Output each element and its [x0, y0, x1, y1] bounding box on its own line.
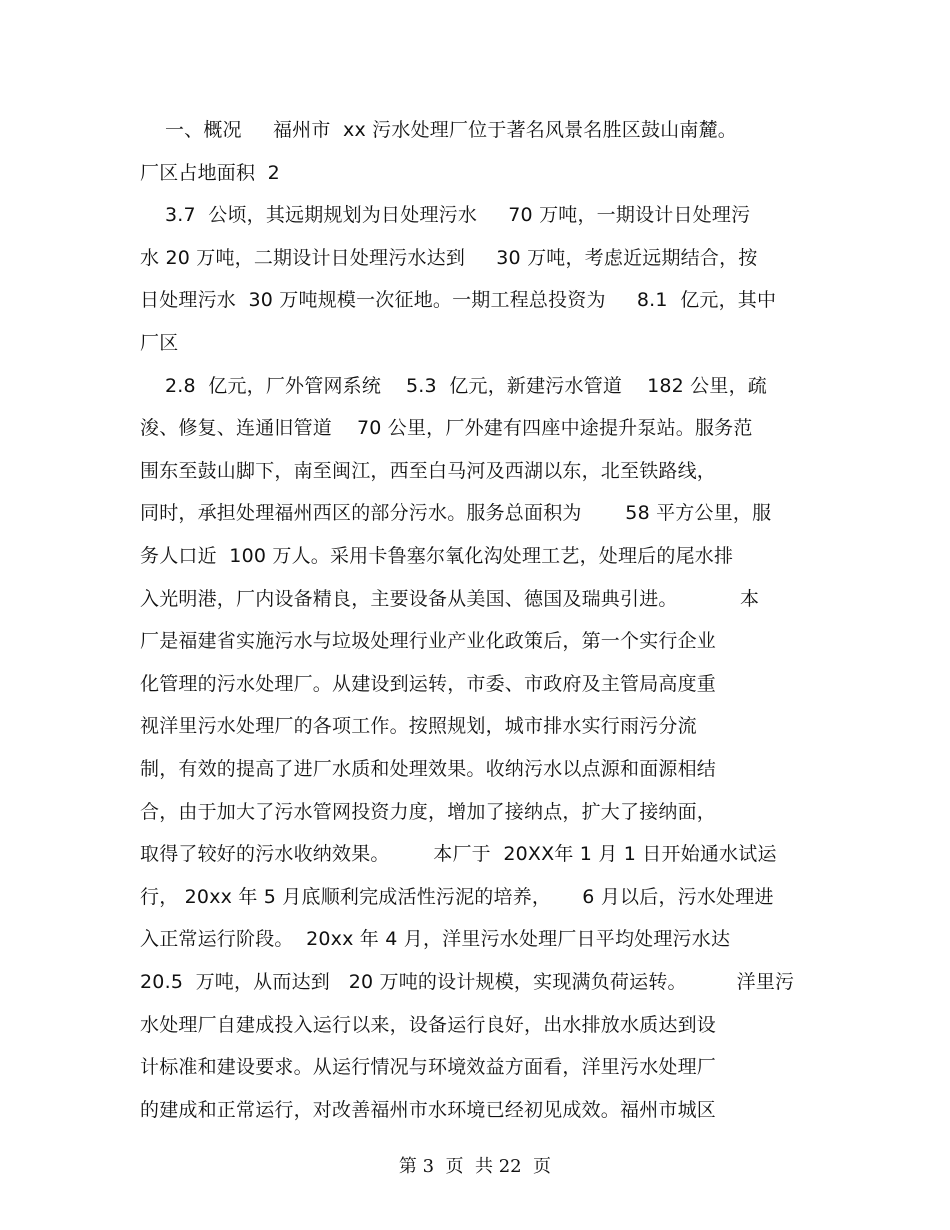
text-line: 厂区占地面积 2 — [140, 161, 280, 184]
text-line: 务人口近 100 万人。采用卡鲁塞尔氧化沟处理工艺，处理后的尾水排 — [140, 545, 734, 567]
text-line: 入光明港，厂内设备精良，主要设备从美国、德国及瑞典引进。 本 — [140, 587, 760, 610]
text-line: 视洋里污水处理厂的各项工作。按照规划，城市排水实行雨污分流 — [140, 715, 697, 738]
text-line: 合，由于加大了污水管网投资力度，增加了接纳点，扩大了接纳面， — [140, 800, 717, 823]
text-line: 化管理的污水处理厂。从建设到运转，市委、市政府及主管局高度重 — [140, 672, 717, 695]
text-line: 水处理厂自建成投入运行以来，设备运行良好，出水排放水质达到设 — [140, 1013, 717, 1036]
text-line: 3.7 公顷，其远期规划为日处理污水 70 万吨，一期设计日处理污 — [140, 204, 751, 227]
text-line: 2.8 亿元，厂外管网系统 5.3 亿元，新建污水管道 182 公里，疏 — [140, 374, 767, 397]
text-line: 制，有效的提高了进厂水质和处理效果。收纳污水以点源和面源相结 — [140, 758, 717, 780]
text-line: 取得了较好的污水收纳效果。 本厂于 20XX年 1 月 1 日开始通水试运 — [140, 843, 777, 866]
text-line: 日处理污水 30 万吨规模一次征地。一期工程总投资为 8.1 亿元，其中 — [140, 289, 777, 312]
text-line: 同时，承担处理福州西区的部分污水。服务总面积为 58 平方公里，服 — [140, 502, 772, 525]
text-line: 浚、修复、连通旧管道 70 公里，厂外建有四座中途提升泵站。服务范 — [140, 417, 753, 440]
text-line: 围东至鼓山脚下，南至闽江，西至白马河及西湖以东，北至铁路线， — [140, 459, 717, 482]
text-line: 20.5 万吨，从而达到 20 万吨的设计规模，实现满负荷运转。 洋里污 — [140, 971, 795, 993]
text-line: 厂是福建省实施污水与垃圾处理行业产业化政策后，第一个实行企业 — [140, 630, 717, 653]
text-line: 厂区 — [140, 332, 179, 354]
text-line: 行， 20xx 年 5 月底顺利完成活性污泥的培养， 6 月以后，污水处理进 — [140, 885, 774, 908]
text-line: 入正常运行阶段。 20xx 年 4 月，洋里污水处理厂日平均处理污水达 — [140, 928, 731, 951]
text-line: 一、概况 福州市 xx 污水处理厂位于著名风景名胜区鼓山南麓。 — [140, 119, 737, 141]
text-line: 水 20 万吨，二期设计日处理污水达到 30 万吨，考虑近远期结合，按 — [140, 246, 758, 269]
text-line: 计标准和建设要求。从运行情况与环境效益方面看，洋里污水处理厂 — [140, 1056, 717, 1079]
text-line: 的建成和正常运行，对改善福州市水环境已经初见成效。福州市城区 — [140, 1098, 717, 1121]
page-footer: 第 3 页 共 22 页 — [398, 1156, 552, 1177]
